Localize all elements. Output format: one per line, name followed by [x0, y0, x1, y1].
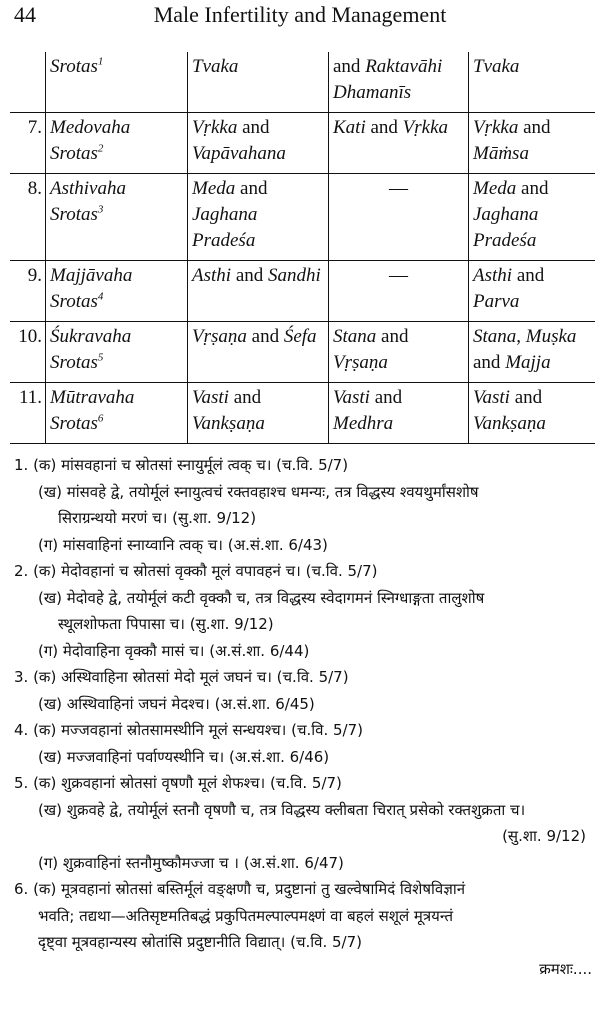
row-number: 10. [10, 322, 46, 383]
footnote-line: 3. (क) अस्थिवाहिना स्रोतसां मेदो मूलं जघनं च। (च.वि. 5/7) [14, 668, 349, 686]
table-cell-c3: — [329, 261, 469, 322]
footnote-line: (ख) मांसवहे द्वे, तयोर्मूलं स्नायुत्वचं रक्तवहाश्च धमन्यः, तत्र विद्धस्य श्वयथुर्मांसशोष [38, 482, 479, 501]
table-cell-c2: Asthi and Sandhi [188, 261, 329, 322]
srotas-name-cell: Majjāvaha Srotas$^4$ [46, 261, 188, 322]
footnote-line: 1. (क) मांसवहानां च स्रोतसां स्नायुर्मूलं त्वक् च। (च.वि. 5/7) [14, 456, 349, 474]
table-row [10, 52, 595, 113]
page-header [0, 2, 600, 32]
footnote-line: क्रमशः.... [539, 959, 592, 978]
footnote-line: (ख) शुक्रवहे द्वे, तयोर्मूलं स्तनौ वृषणौ च, तत्र विद्धस्य क्लीबता चिरात् प्रसेको रक्तशुक्रता च। [38, 800, 526, 819]
srotas-name-cell: Asthivaha Srotas$^3$ [46, 174, 188, 261]
footnote-line: 2. (क) मेदोवहानां च स्रोतसां वृक्कौ मूलं वपावहनं च। (च.वि. 5/7) [14, 562, 378, 580]
table-cell-c3: — [329, 174, 469, 261]
table-row [10, 261, 595, 322]
table-row [10, 383, 595, 444]
footnote-line: स्थूलशोफता पिपासा च। (सु.शा. 9/12) [58, 615, 274, 633]
table-row [10, 174, 595, 261]
srotas-name-cell: Srotas$^1$ [46, 52, 188, 113]
srotas-name-cell: Medovaha Srotas$^2$ [46, 113, 188, 174]
footnote-ref: 2 [97, 142, 104, 155]
row-number: 8. [10, 174, 46, 261]
srotas-name-cell: Mūtravaha Srotas$^6$ [46, 383, 188, 444]
srotas-name-cell: Śukravaha Srotas$^5$ [46, 322, 188, 383]
row-number [10, 52, 46, 113]
table-cell-c3: Kati and Vṛkka [329, 113, 469, 174]
table-cell-c2: Vṛṣaṇa and Śefa [188, 322, 329, 383]
table-cell-c2: Vasti and Vankṣaṇa [188, 383, 329, 444]
table-cell-c2: Tvaka [188, 52, 329, 113]
footnote-line: (ग) मेदोवाहिना वृक्कौ मासं च। (अ.सं.शा. 6/44) [38, 641, 310, 660]
table-cell-c4: Vṛkka and Māṁsa [469, 113, 596, 174]
footnote-ref: 3 [97, 203, 104, 216]
table-cell-c2: Meda and Jaghana Pradeśa [188, 174, 329, 261]
table-cell-c3: Vasti and Medhra [329, 383, 469, 444]
footnote-line: (ख) मज्जवाहिनां पर्वाण्यस्थीनि च। (अ.सं.शा. 6/46) [38, 747, 330, 766]
footnote-ref: 4 [97, 290, 104, 303]
footnote-line: दृष्ट्वा मूत्रवहान्यस्य स्रोतांसि प्रदुष्टानीति विद्यात्। (च.वि. 5/7) [38, 933, 363, 951]
footnote-line: (ग) शुक्रवाहिनां स्तनौमुष्कौमज्जा च । (अ.सं.शा. 6/47) [38, 853, 344, 872]
table-cell-c3: Stana and Vṛṣaṇa [329, 322, 469, 383]
footnote-line: सिराग्रन्थयो मरणं च। (सु.शा. 9/12) [58, 509, 257, 527]
row-number: 9. [10, 261, 46, 322]
footnote-ref: 5 [97, 351, 104, 364]
footnote-ref: 1 [97, 55, 104, 68]
footnote-line: (सु.शा. 9/12) [502, 827, 586, 845]
running-title: Male Infertility and Management [153, 2, 447, 27]
table-cell-c4: Meda and Jaghana Pradeśa [469, 174, 596, 261]
row-number: 11. [10, 383, 46, 444]
table-cell-c4: Tvaka [469, 52, 596, 113]
footnote-line: भवति; तद्यथा—अतिसृष्टमतिबद्धं प्रकुपितमल्पाल्पमक्ष्णं वा बहलं सशूलं मूत्रयन्तं [38, 906, 454, 925]
footnote-line: 4. (क) मज्जवहानां स्रोतसामस्थीनि मूलं सन्धयश्च। (च.वि. 5/7) [14, 721, 364, 739]
footnote-line: (ख) मेदोवहे द्वे, तयोर्मूलं कटी वृक्कौ च, तत्र विद्धस्य स्वेदागमनं स्निग्धाङ्गता तालुशोष [38, 588, 485, 607]
footnotes [0, 452, 600, 982]
footnote-line: 5. (क) शुक्रवहानां स्रोतसां वृषणौ मूलं शेफश्च। (च.वि. 5/7) [14, 774, 342, 792]
table-row [10, 322, 595, 383]
srotas-table [10, 52, 595, 444]
footnote-line: (ग) मांसवाहिनां स्नाय्वानि त्वक् च। (अ.सं.शा. 6/43) [38, 535, 328, 554]
table-cell-c4: Asthi and Parva [469, 261, 596, 322]
row-number: 7. [10, 113, 46, 174]
footnote-ref: 6 [97, 412, 104, 425]
page-number: 44 [14, 2, 36, 27]
table-cell-c3: and Raktavāhi Dhamanīs [329, 52, 469, 113]
table-cell-c4: Stana, Muṣka and Majja [469, 322, 596, 383]
footnote-line: 6. (क) मूत्रवहानां स्रोतसां बस्तिर्मूलं वङ्क्षणौ च, प्रदुष्टानां तु खल्वेषामिदं विशेषविज्ञानं [14, 880, 466, 898]
table-row [10, 113, 595, 174]
footnote-line: (ख) अस्थिवाहिनां जघनं मेदश्च। (अ.सं.शा. 6/45) [38, 694, 315, 713]
table-cell-c2: Vṛkka and Vapāvahana [188, 113, 329, 174]
table-cell-c4: Vasti and Vankṣaṇa [469, 383, 596, 444]
